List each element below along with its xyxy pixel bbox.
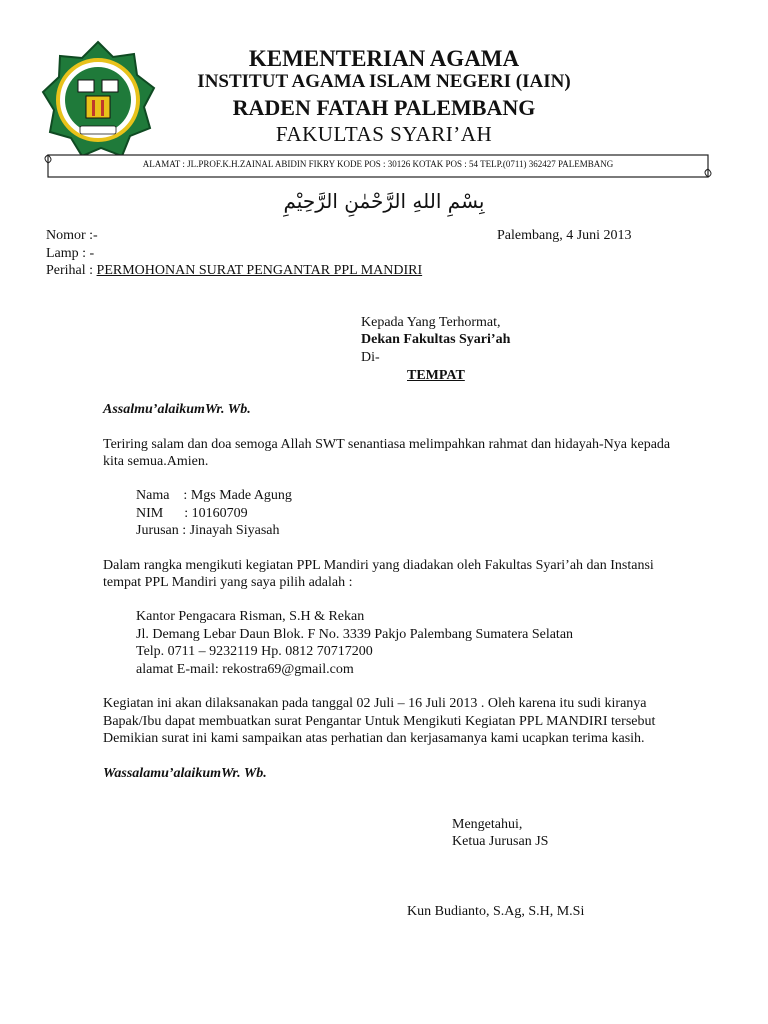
address-text: ALAMAT : JL.PROF.K.H.ZAINAL ABIDIN FIKRY KODE POS : 30126 KOTAK POS : 54 TELP.(0711) 362427 PALEMBANG (142, 159, 614, 169)
purpose-line-2: tempat PPL Mandiri yang saya pilih adalah : (103, 575, 353, 590)
basmala-calligraphy: بِسْمِ اللهِ الرَّحْمٰنِ الرَّحِيْمِ (283, 189, 485, 213)
student-nim: NIM : 10160709 (136, 506, 248, 521)
institution-email: alamat E-mail: rekostra69@gmail.com (136, 662, 354, 677)
purpose-line-1: Dalam rangka mengikuti kegiatan PPL Mandiri yang diadakan oleh Fakultas Syari’ah dan Instansi (103, 558, 654, 573)
recipient-line-1: Kepada Yang Terhormat, (361, 315, 501, 330)
recipient-line-4: TEMPAT (407, 368, 465, 383)
closing-line-3: Demikian surat ini kami sampaikan atas perhatian dan kerjasamanya kami ucapkan terima kasih. (103, 731, 645, 746)
address-banner (40, 150, 716, 180)
perihal-line (46, 262, 422, 279)
recipient-line-2: Dekan Fakultas Syari’ah (361, 332, 511, 347)
institution-name: Kantor Pengacara Risman, S.H & Rekan (136, 609, 365, 624)
intro-line-1: Teriring salam dan doa semoga Allah SWT senantiasa melimpahkan rahmat dan hidayah-Nya kepada (103, 437, 671, 452)
place-date: Palembang, 4 Juni 2013 (497, 228, 632, 243)
perihal-value: PERMOHONAN SURAT PENGANTAR PPL MANDIRI (96, 263, 423, 278)
closing-line-2: Bapak/Ibu dapat membuatkan surat Pengantar Untuk Mengikuti Kegiatan PPL MANDIRI tersebut (103, 714, 656, 729)
nomor-line: Nomor :- (46, 228, 98, 243)
recipient-line-3: Di- (361, 350, 380, 365)
institution-phone: Telp. 0711 – 9232119 Hp. 0812 70717200 (136, 644, 373, 659)
salam-penutup: Wassalamu’alaikumWr. Wb. (103, 766, 267, 781)
greeting: Assalmu’alaikumWr. Wb. (103, 402, 251, 417)
student-jurusan: Jurusan : Jinayah Siyasah (136, 523, 280, 538)
signature-line-2: Ketua Jurusan JS (452, 834, 549, 849)
faculty-title: FAKULTAS SYARI’AH (275, 122, 493, 146)
campus-title: RADEN FATAH PALEMBANG (232, 95, 536, 120)
perihal-label: Perihal : (46, 263, 97, 278)
student-name: Nama : Mgs Made Agung (136, 488, 292, 503)
institute-title: INSTITUT AGAMA ISLAM NEGERI (IAIN) (197, 71, 571, 92)
lamp-line: Lamp : - (46, 246, 95, 261)
signature-line-1: Mengetahui, (452, 817, 523, 832)
signature-name: Kun Budianto, S.Ag, S.H, M.Si (407, 904, 585, 919)
institution-address: Jl. Demang Lebar Daun Blok. F No. 3339 Pakjo Palembang Sumatera Selatan (136, 627, 574, 642)
ministry-title: KEMENTERIAN AGAMA (248, 46, 520, 71)
intro-line-2: kita semua.Amien. (103, 454, 209, 469)
closing-line-1: Kegiatan ini akan dilaksanakan pada tanggal 02 Juli – 16 Juli 2013 . Oleh karena itu sudi kiranya (103, 696, 647, 711)
